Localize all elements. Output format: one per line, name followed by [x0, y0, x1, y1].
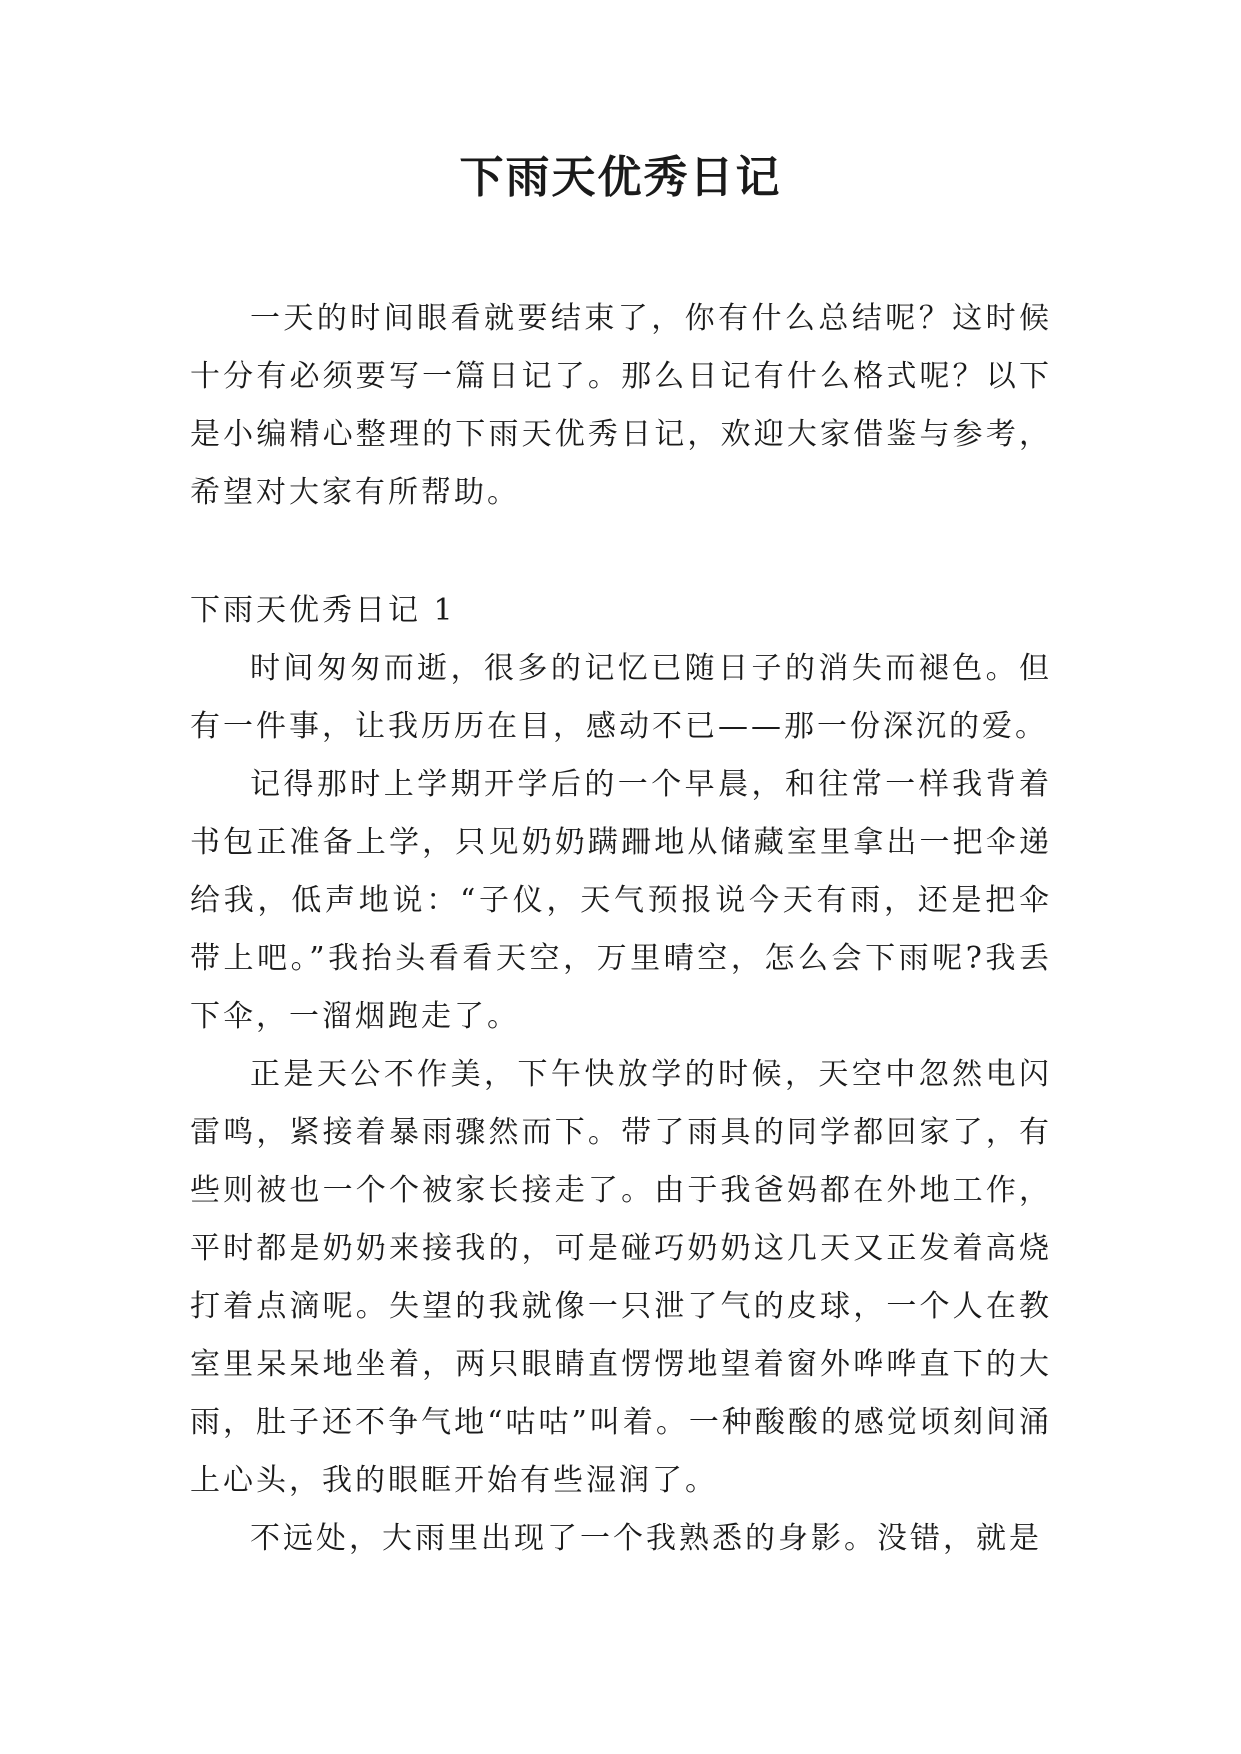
- body-paragraph-3: 正是天公不作美，下午快放学的时候，天空中忽然电闪雷鸣，紧接着暴雨骤然而下。带了雨具的同学都回家了，有些则被也一个个被家长接走了。由于我爸妈都在外地工作，平时都是奶奶来接我的，可是碰巧奶奶这几天又正发着高烧打着点滴呢。失望的我就像一只泄了气的皮球，一个人在教室里呆呆地坐着，两只眼睛直愣愣地望着窗外哗哗直下的大雨，肚子还不争气地“咕咕”叫着。一种酸酸的感觉顷刻间涌上心头，我的眼眶开始有些湿润了。: [190, 1057, 1052, 1498]
- section-heading: 下雨天优秀日记 1: [190, 593, 456, 628]
- intro-paragraph: 一天的时间眼看就要结束了，你有什么总结呢？这时候十分有必须要写一篇日记了。那么日记有什么格式呢？以下是小编精心整理的下雨天优秀日记，欢迎大家借鉴与参考，希望对大家有所帮助。: [190, 301, 1052, 510]
- body-paragraph-4: 不远处，大雨里出现了一个我熟悉的身影。没错，就是: [250, 1521, 1042, 1556]
- body-paragraph-2: 记得那时上学期开学后的一个早晨，和往常一样我背着书包正准备上学，只见奶奶蹒跚地从储藏室里拿出一把伞递给我，低声地说：“子仪，天气预报说今天有雨，还是把伞带上吧。”我抬头看看天空，万里晴空，怎么会下雨呢?我丢下伞，一溜烟跑走了。: [190, 767, 1052, 1034]
- document-title: 下雨天优秀日记: [459, 152, 782, 203]
- document-body: [190, 290, 1052, 1568]
- body-paragraph-1: 时间匆匆而逝，很多的记忆已随日子的消失而褪色。但有一件事，让我历历在目，感动不已——那一份深沉的爱。: [190, 651, 1052, 744]
